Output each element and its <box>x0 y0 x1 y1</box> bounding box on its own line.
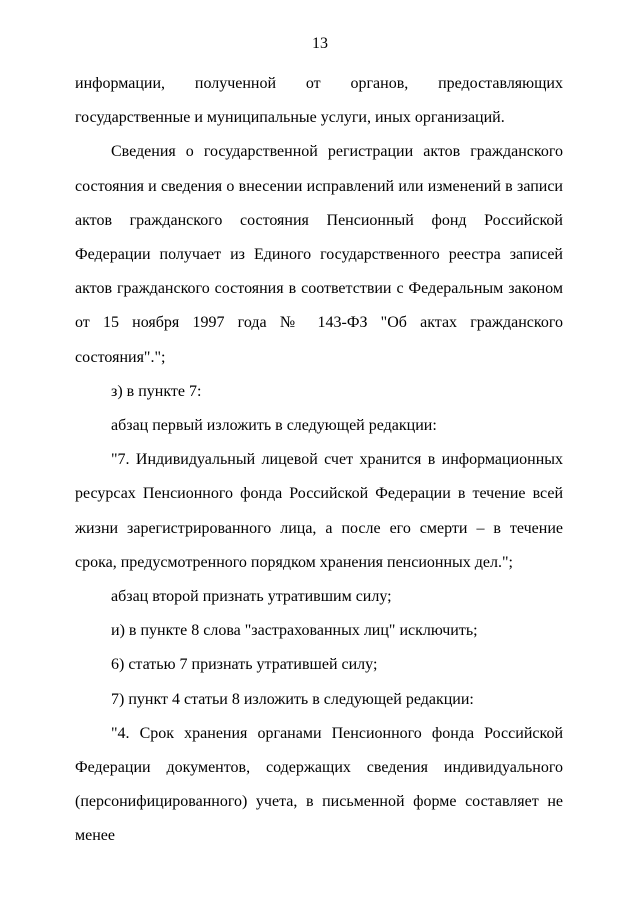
paragraph-clause-7-text: "7. Индивидуальный лицевой счет хранится в информационных ресурсах Пенсионного фонда Российской Федерации в течение всей жизни зарегистрированного лица, а после его смерти – в течение срока, предусмотренного порядком хранения пенсионных дел."; <box>75 451 563 571</box>
paragraph-item-z: з) в пункте 7: <box>111 382 202 400</box>
document-body <box>75 67 563 854</box>
paragraph-item-7: 7) пункт 4 статьи 8 изложить в следующей редакции: <box>111 690 474 708</box>
paragraph-continuation: информации, полученной от органов, предоставляющих государственные и муниципальные услуги, иных организаций. <box>75 75 563 127</box>
paragraph-second-clause-void: абзац второй признать утратившим силу; <box>111 588 392 606</box>
paragraph-item-6: 6) статью 7 признать утратившей силу; <box>111 656 378 674</box>
paragraph-clause-4-text: "4. Срок хранения органами Пенсионного фонда Российской Федерации документов, содержащих сведения индивидуального (персонифицированного) учета, в письменной форме составляет не менее <box>75 724 563 845</box>
page-number: 13 <box>312 35 328 52</box>
paragraph-item-i: и) в пункте 8 слова "застрахованных лиц" исключить; <box>111 622 478 640</box>
paragraph-civil-registry-info: Сведения о государственной регистрации актов гражданского состояния и сведения о внесении исправлений или изменений в записи актов гражданского состояния Пенсионный фонд Российской Федерации получает из Единого государственного реестра записей актов гражданского состояния в соответствии с Федеральным законом от 15 ноября 1997 года № 143-ФЗ "Об актах гражданского состояния"."; <box>75 143 563 366</box>
paragraph-first-clause-instruction: абзац первый изложить в следующей редакции: <box>111 417 437 435</box>
